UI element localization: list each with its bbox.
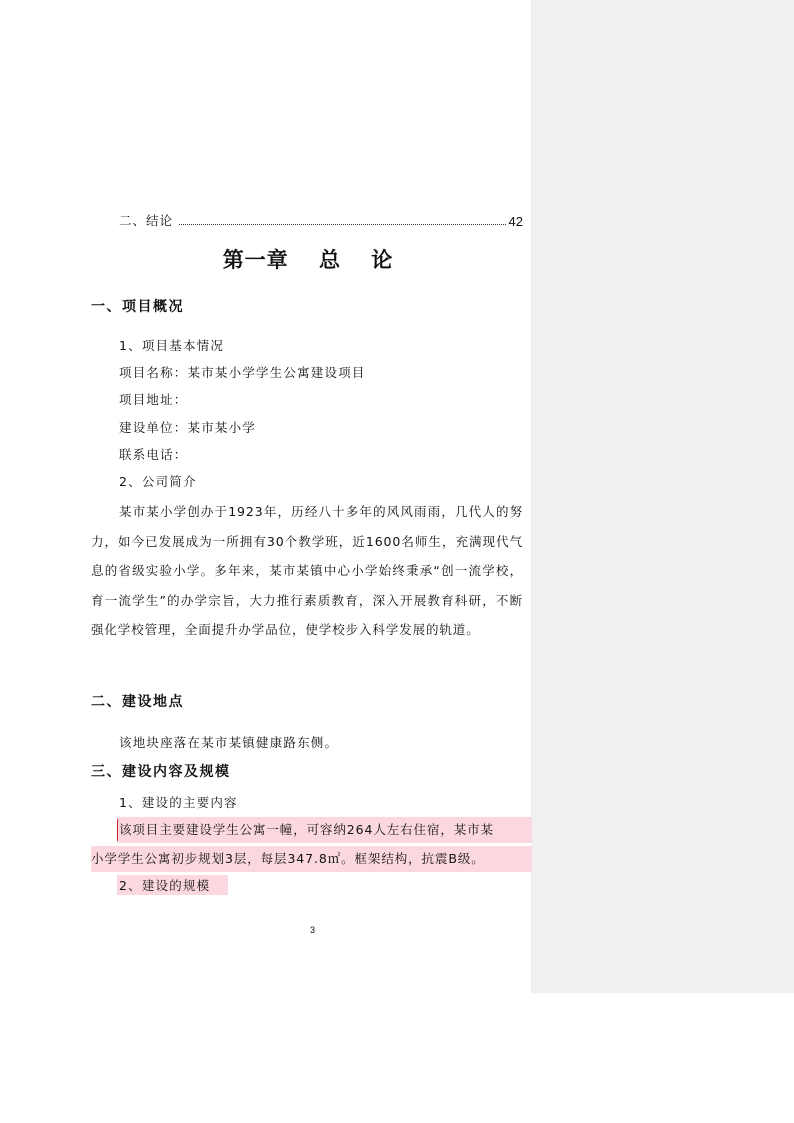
project-name: 项目名称：某市某小学学生公寓建设项目: [119, 365, 366, 380]
toc-label: 二、结论: [119, 213, 174, 228]
content-line-1: 该项目主要建设学生公寓一幢，可容纳264人左右住宿，某市某: [119, 822, 494, 837]
builder-unit: 建设单位：某市某小学: [119, 420, 257, 435]
highlighted-paragraph[interactable]: [91, 817, 532, 875]
comment-sidebar: [531, 0, 794, 993]
subheading-main-content: 1、建设的主要内容: [119, 795, 238, 810]
section-heading-scope: 三、建设内容及规模: [91, 764, 231, 780]
chapter-title: 第一章 总 论: [222, 247, 394, 272]
project-address: 项目地址：: [119, 392, 188, 407]
content-line-2: 小学学生公寓初步规划3层，每层347.8㎡。框架结构，抗震B级。: [91, 851, 485, 866]
location-text: 该地块座落在某市某镇健康路东侧。: [119, 735, 339, 750]
subheading-scale[interactable]: 2、建设的规模: [119, 878, 211, 893]
subheading-company-intro: 2、公司简介: [119, 474, 197, 489]
page-number: 3: [310, 925, 316, 935]
section-heading-overview: 一、项目概况: [91, 299, 184, 315]
toc-entry[interactable]: [119, 211, 523, 229]
text-cursor: [117, 819, 118, 841]
contact-phone: 联系电话：: [119, 447, 188, 462]
toc-page-number: 42: [508, 214, 523, 229]
toc-leader-dots: [179, 224, 506, 225]
section-heading-location: 二、建设地点: [91, 694, 184, 710]
company-intro-paragraph: 某市某小学创办于1923年，历经八十多年的风风雨雨，几代人的努力，如今已发展成为一所拥有30个教学班，近1600名师生，充满现代气息的省级实验小学。多年来，某市某镇中心小学始终秉承“创一流学校，育一流学生”的办学宗旨，大力推行素质教育，深入开展教育科研，不断强化学校管理，全面提升办学品位，使学校步入科学发展的轨道。: [91, 504, 523, 637]
subheading-basic-info: 1、项目基本情况: [119, 338, 225, 353]
